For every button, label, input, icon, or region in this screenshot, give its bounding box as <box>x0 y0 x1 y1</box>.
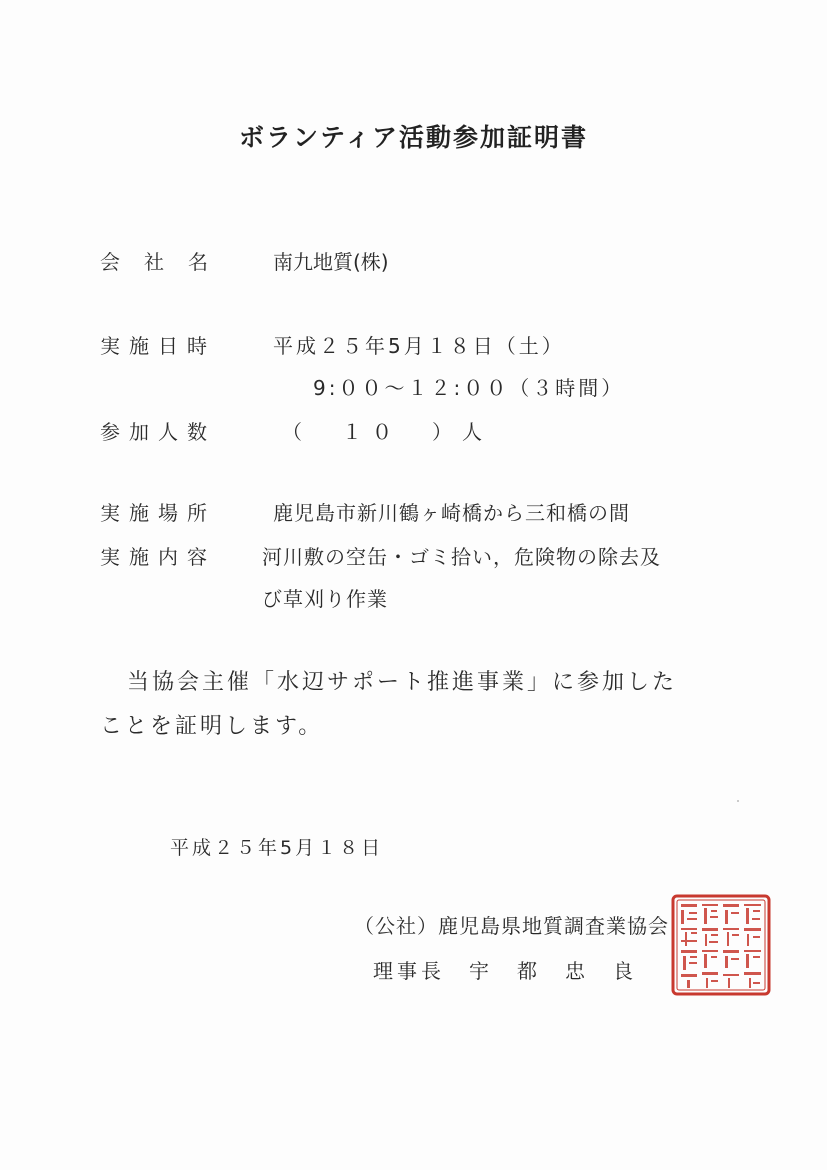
date-value: 平成２５年5月１８日（土） <box>273 334 565 358</box>
participants-value: （ １０ ）人 <box>282 420 492 444</box>
company-label: 会 社 名 <box>100 250 210 274</box>
content-value-line1: 河川敷の空缶・ゴミ拾い，危険物の除去及 <box>262 545 661 569</box>
scan-speck <box>737 800 739 802</box>
time-value: 9:００〜１２:００（３時間） <box>313 376 625 400</box>
statement-line1: 当協会主催「水辺サポート推進事業」に参加した <box>127 670 678 695</box>
datetime-label: 実施日時 <box>100 334 216 358</box>
issuer-organization: （公社）鹿児島県地質調査業協会 <box>354 914 669 938</box>
place-value: 鹿児島市新川鶴ヶ崎橋から三和橋の間 <box>273 501 630 525</box>
statement-line2: ことを証明します。 <box>100 714 324 739</box>
content-label: 実施内容 <box>100 545 216 569</box>
company-value: 南九地質(株) <box>273 250 389 274</box>
content-value-line2: び草刈り作業 <box>262 587 388 611</box>
issue-date: 平成２５年5月１８日 <box>170 837 384 859</box>
participants-label: 参加人数 <box>100 420 216 444</box>
document-title: ボランティア活動参加証明書 <box>238 123 588 152</box>
issuer-chairman: 理事長 宇 都 忠 良 <box>373 959 637 983</box>
place-label: 実施場所 <box>100 501 216 525</box>
official-seal-stamp <box>671 894 771 996</box>
